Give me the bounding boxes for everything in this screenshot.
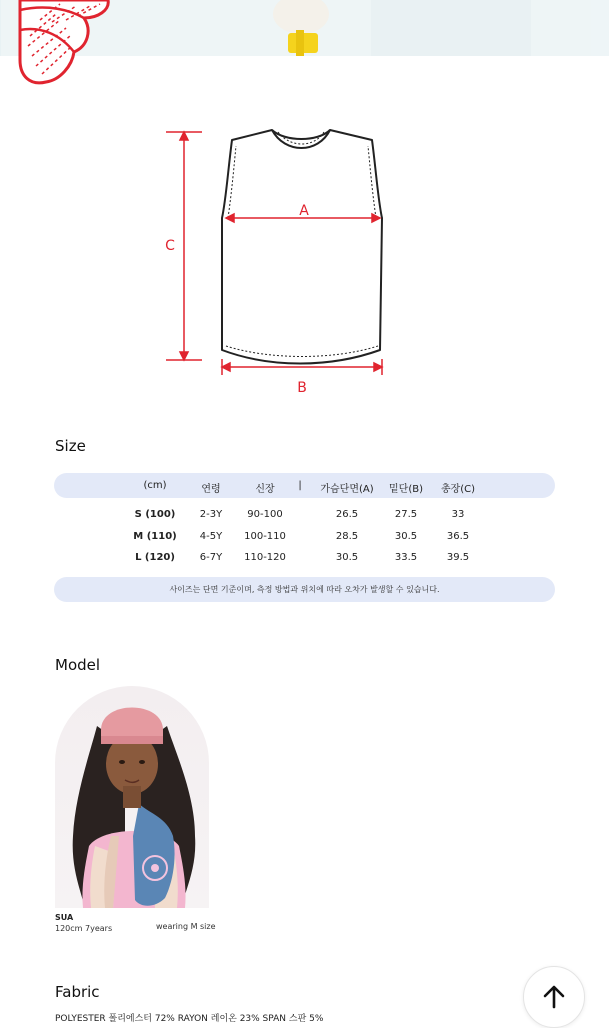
model-spec: 120cm 7years [55,924,113,933]
age-cell: 2-3Y [199,509,223,520]
length-cell: 39.5 [446,552,470,563]
size-note: 사이즈는 단면 기준이며, 측정 방법과 위치에 따라 오차가 발생할 수 있습니다. [54,577,555,602]
header-cm: (cm) [143,480,167,491]
size-cell: L (120) [135,552,175,563]
chest-cell: 28.5 [335,531,359,542]
age-cell: 4-5Y [199,531,223,542]
header-chest: 가슴단면(A) [320,484,374,495]
model-title: Model [55,656,101,674]
hem-cell: 30.5 [394,531,418,542]
chest-cell: 26.5 [335,509,359,520]
model-wearing-size: wearing M size [156,922,216,931]
measure-c-label: C [165,238,175,254]
header-divider: | [298,480,302,491]
length-cell: 33 [451,509,465,520]
hem-cell: 27.5 [394,509,418,520]
size-table-header [54,473,555,498]
height-cell: 110-120 [244,552,286,563]
chest-cell: 30.5 [335,552,359,563]
header-length: 총장(C) [440,484,476,495]
model-name: SUA [55,913,74,922]
model-illustration [55,686,209,908]
size-diagram [0,110,609,410]
hem-cell: 33.5 [394,552,418,563]
measure-a-label: A [299,203,309,219]
garment-outline [222,130,382,364]
fabric-title: Fabric [55,983,100,1001]
size-cell: M (110) [133,531,177,542]
height-cell: 100-110 [244,531,286,542]
length-cell: 36.5 [446,531,470,542]
fabric-composition: POLYESTER 폴리에스터 72% RAYON 레이온 23% SPAN 스판 5% [55,1014,324,1024]
size-cell: S (100) [134,509,176,520]
arrow-up-icon [541,984,567,1010]
size-title: Size [55,437,86,455]
height-cell: 90-100 [247,509,283,520]
measure-b-label: B [297,380,307,396]
header-age: 연령 [201,484,221,495]
header-hem: 밑단(B) [389,484,423,495]
model-photo [55,686,209,908]
scroll-to-top-button[interactable] [523,966,585,1028]
flower-decoration-icon [0,0,112,90]
age-cell: 6-7Y [199,552,223,563]
header-height: 신장 [255,484,275,495]
